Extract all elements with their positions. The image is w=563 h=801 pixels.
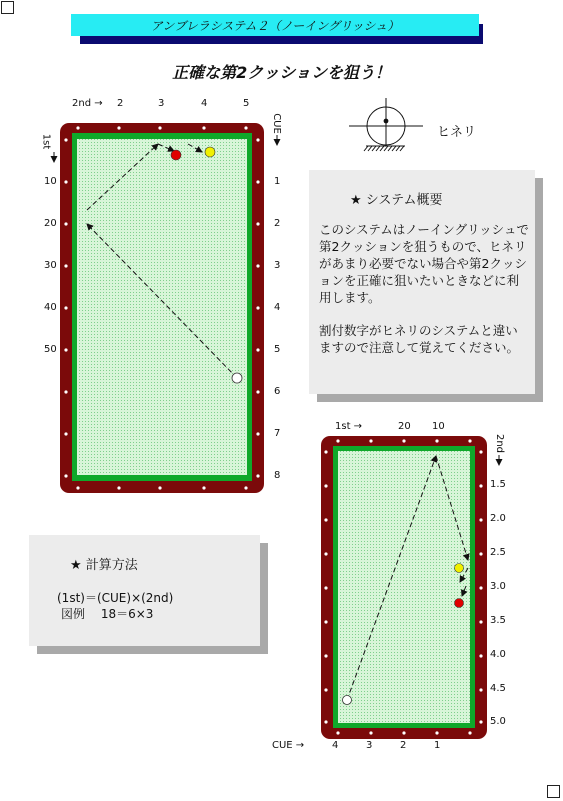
overview-paragraph-1: このシステムはノーイングリッシュで第2クッションを狙うもので、ヒネリがあまり必要でない場合や第2クッションを正確に狙いたいときなどに利用します。 (319, 222, 529, 305)
overview-paragraph-2: 割付数字がヒネリのシステムと違いますので注意して覚えてください。 (319, 323, 520, 355)
table2-label-top-20: 20 (398, 421, 411, 432)
table2-label-2nd: 2nd (494, 433, 506, 454)
table1-label-2nd-arrow: 2nd → (72, 98, 103, 109)
table1-label-cue: CUE (270, 113, 282, 134)
table2-label-right-5.0: 5.0 (490, 716, 506, 727)
table2-label-right-4.0: 4.0 (490, 649, 506, 660)
table1-red-ball (171, 150, 181, 160)
table2-label-bottom-4: 4 (332, 740, 339, 751)
table2-yellow-ball (455, 564, 464, 573)
table2-label-right-3.0: 3.0 (490, 581, 506, 592)
table1-cloth (77, 139, 247, 475)
table1-label-left-10: 10 (44, 176, 57, 187)
table2-label-1st-arrow: 1st → (335, 421, 363, 432)
table1-cue-ball (232, 373, 242, 383)
calc-example: 図例 18＝6×3 (61, 607, 154, 621)
table1-label-top-2: 2 (117, 98, 124, 109)
table2-cue-ball (343, 696, 352, 705)
table1-label-right-2: 2 (274, 218, 281, 229)
banner-title: アンブレラシステム２（ノーイングリッシュ） (71, 14, 479, 36)
table2-cloth (338, 451, 470, 723)
table2-label-right-2.0: 2.0 (490, 513, 506, 524)
spin-label: ヒネリ (437, 125, 477, 140)
spin-symbol (349, 98, 423, 151)
calc-title: ★ 計算方法 (70, 558, 138, 573)
table1-yellow-ball (205, 147, 215, 157)
table2-label-cue-arrow: CUE → (272, 740, 305, 751)
table1-label-left-20: 20 (44, 218, 57, 229)
table2-label-right-4.5: 4.5 (490, 683, 506, 694)
table1-label-left-30: 30 (44, 260, 57, 271)
table2-label-right-1.5: 1.5 (490, 479, 506, 490)
spin-contact-dot (384, 119, 389, 124)
overview-title: ★ システム概要 (350, 193, 443, 208)
page-subtitle: 正確な第2クッションを狙う！ (172, 63, 391, 82)
calc-formula: (1st)＝(CUE)×(2nd) (57, 591, 174, 605)
table1-label-right-6: 6 (274, 386, 281, 397)
table2-label-bottom-1: 1 (434, 740, 441, 751)
table1-label-top-5: 5 (243, 98, 250, 109)
table1-label-right-4: 4 (274, 302, 281, 313)
table2-label-top-10: 10 (432, 421, 445, 432)
table1-label-right-8: 8 (274, 470, 281, 481)
table2-label-right-2.5: 2.5 (490, 547, 506, 558)
table2-label-right-3.5: 3.5 (490, 615, 506, 626)
table1-label-right-5: 5 (274, 344, 281, 355)
table1-label-right-7: 7 (274, 428, 281, 439)
table1-label-top-3: 3 (158, 98, 165, 109)
table1-label-right-1: 1 (274, 176, 281, 187)
table1-label-top-4: 4 (201, 98, 208, 109)
table1-label-right-3: 3 (274, 260, 281, 271)
table1-label-1st: 1st (40, 133, 52, 150)
table1-label-left-50: 50 (44, 344, 57, 355)
table2-label-bottom-3: 3 (366, 740, 373, 751)
table1-label-left-40: 40 (44, 302, 57, 313)
table2-label-bottom-2: 2 (400, 740, 407, 751)
table2-red-ball (455, 599, 464, 608)
